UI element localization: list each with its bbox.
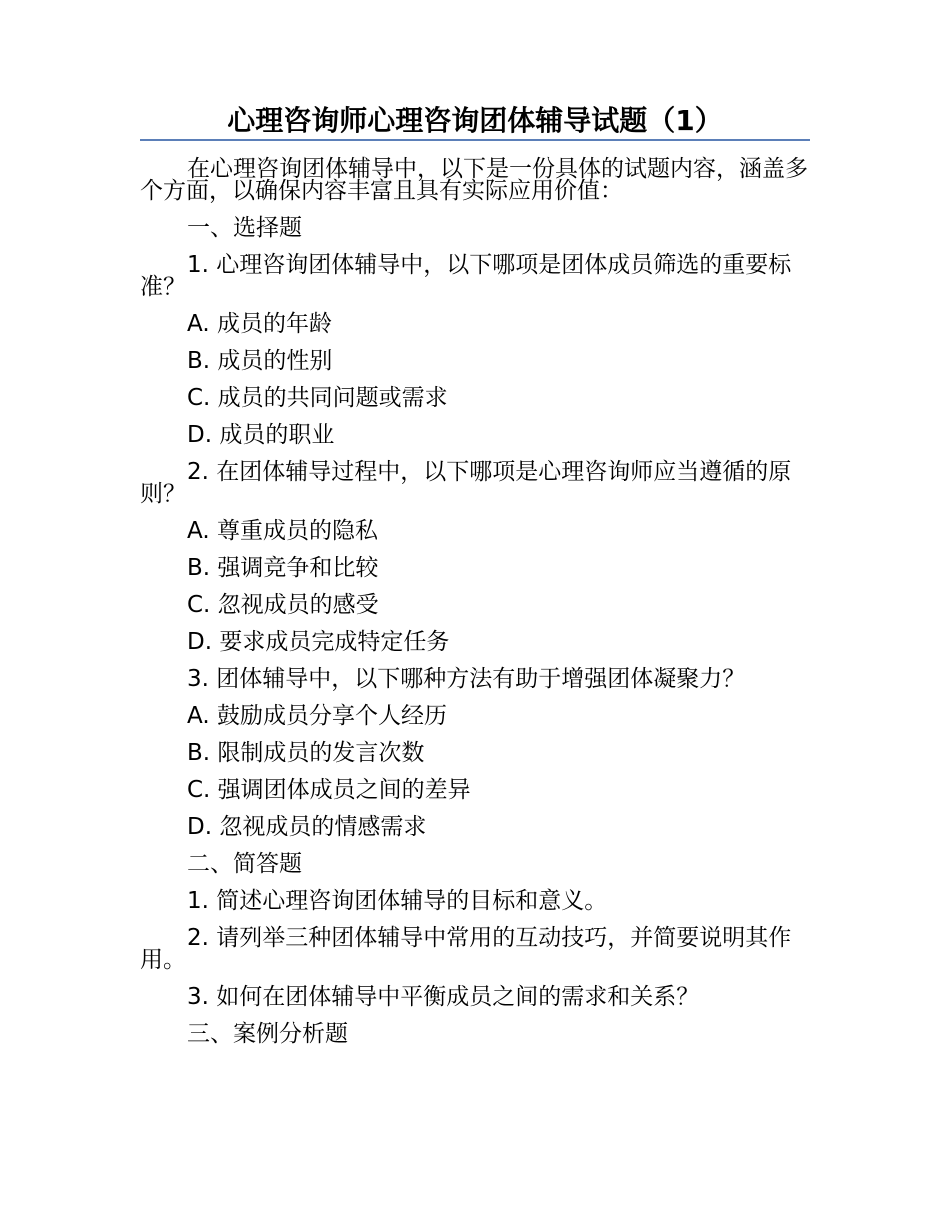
short-answer-3: 3. 如何在团体辅导中平衡成员之间的需求和关系？: [187, 984, 700, 1010]
section-heading-choice: 一、选择题: [187, 215, 302, 241]
question-3-option-d: D. 忽视成员的情感需求: [187, 814, 427, 840]
question-2-option-d: D. 要求成员完成特定任务: [187, 629, 450, 655]
question-3-option-b: B. 限制成员的发言次数: [187, 740, 425, 766]
question-1-option-d: D. 成员的职业: [187, 422, 335, 448]
question-2: 2. 在团体辅导过程中，以下哪项是心理咨询师应当遵循的原则？: [140, 459, 792, 507]
question-3: 3. 团体辅导中，以下哪种方法有助于增强团体凝聚力？: [187, 666, 746, 692]
question-2-option-a: A. 尊重成员的隐私: [187, 518, 378, 544]
question-1-option-a: A. 成员的年龄: [187, 311, 332, 337]
question-2-option-c: C. 忽视成员的感受: [187, 592, 379, 618]
question-2-option-b: B. 强调竞争和比较: [187, 555, 379, 581]
question-1: 1. 心理咨询团体辅导中，以下哪项是团体成员筛选的重要标准？: [140, 252, 792, 300]
question-1-option-c: C. 成员的共同问题或需求: [187, 385, 448, 411]
question-1-option-b: B. 成员的性别: [187, 348, 333, 374]
question-3-option-c: C. 强调团体成员之间的差异: [187, 777, 471, 803]
document-body: [140, 158, 812, 1060]
short-answer-1: 1. 简述心理咨询团体辅导的目标和意义。: [187, 888, 608, 914]
intro-paragraph: 在心理咨询团体辅导中，以下是一份具体的试题内容，涵盖多个方面，以确保内容丰富且具有实际应用价值：: [140, 156, 808, 204]
short-answer-2: 2. 请列举三种团体辅导中常用的互动技巧，并简要说明其作用。: [140, 925, 792, 973]
section-heading-case-analysis: 三、案例分析题: [187, 1021, 348, 1047]
question-3-option-a: A. 鼓励成员分享个人经历: [187, 703, 447, 729]
section-heading-short-answer: 二、简答题: [187, 851, 302, 877]
document-title: 心理咨询师心理咨询团体辅导试题（1）: [227, 104, 723, 137]
title-underline: [140, 139, 810, 141]
